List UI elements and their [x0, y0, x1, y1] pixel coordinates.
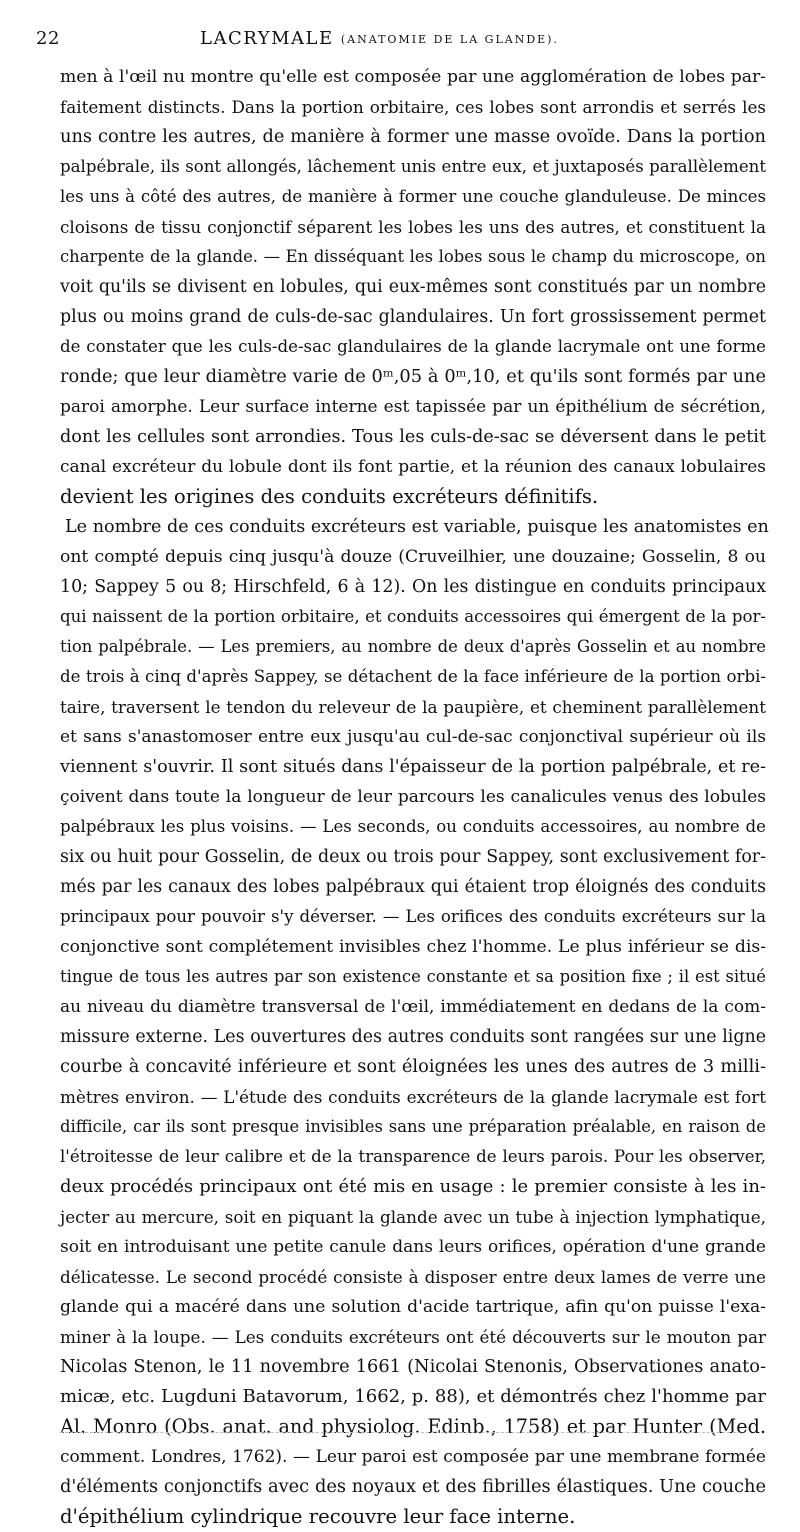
text-line: men à l'œil nu montre qu'elle est composée par une agglomération de lobes par- — [60, 67, 766, 87]
text-line: de constater que les culs-de-sac glandulaires de la glande lacrymale ont une forme — [60, 337, 766, 356]
text-line: les uns à côté des autres, de manière à former une couche glanduleuse. De minces — [60, 187, 766, 206]
text-line: difficile, car ils sont presque invisibles sans une préparation préalable, en raison de — [60, 1117, 766, 1136]
text-line: jecter au mercure, soit en piquant la glande avec un tube à injection lymphatique, — [60, 1207, 766, 1227]
text-line: palpébraux les plus voisins. — Les seconds, ou conduits accessoires, au nombre de — [60, 817, 766, 836]
text-line: d'épithélium cylindrique recouvre leur face interne. — [60, 1505, 576, 1528]
text-line: mètres environ. — L'étude des conduits excréteurs de la glande lacrymale est fort — [60, 1087, 766, 1107]
text-line: més par les canaux des lobes palpébraux qui étaient trop éloignés des conduits — [60, 877, 766, 897]
text-line: tingue de tous les autres par son existence constante et sa position fixe ; il est situé — [60, 967, 766, 986]
text-line: 10; Sappey 5 ou 8; Hirschfeld, 6 à 12). On les distingue en conduits principaux — [60, 577, 766, 597]
text-line: glande qui a macéré dans une solution d'acide tartrique, afin qu'on puisse l'exa- — [60, 1297, 766, 1317]
text-line: plus ou moins grand de culs-de-sac glandulaires. Un fort grossissement permet — [60, 307, 766, 327]
text-line: canal excréteur du lobule dont ils font partie, et la réunion des canaux lobulaires — [60, 457, 766, 477]
text-line: d'éléments conjonctifs avec des noyaux et des fibrilles élastiques. Une couche — [60, 1476, 766, 1497]
running-head-subtitle: (ANATOMIE DE LA GLANDE). — [340, 33, 559, 46]
text-line: délicatesse. Le second procédé consiste à disposer entre deux lames de verre une — [60, 1267, 766, 1287]
text-line: viennent s'ouvrir. Il sont situés dans l'épaisseur de la portion palpébrale, et re- — [60, 757, 766, 777]
text-line: çoivent dans toute la longueur de leur parcours les canalicules venus des lobules — [60, 787, 766, 807]
text-line: qui naissent de la portion orbitaire, et conduits accessoires qui émergent de la por- — [60, 607, 766, 626]
text-line: missure externe. Les ouvertures des autres conduits sont rangées sur une ligne — [60, 1027, 766, 1047]
text-line: et sans s'anastomoser entre eux jusqu'au cul-de-sac conjonctival supérieur où ils — [60, 727, 766, 747]
text-line: au niveau du diamètre transversal de l'œil, immédiatement en dedans de la com- — [60, 997, 766, 1017]
text-line: deux procédés principaux ont été mis en usage : le premier consiste à les in- — [60, 1176, 766, 1197]
text-line: dont les cellules sont arrondies. Tous les culs-de-sac se déversent dans le petit — [60, 427, 766, 447]
bottom-rule — [60, 1432, 740, 1433]
text-line: cloisons de tissu conjonctif séparent les lobes les uns des autres, et constituent la — [60, 217, 766, 237]
text-line: comment. Londres, 1762). — Leur paroi est composée par une membrane formée — [60, 1447, 766, 1467]
text-line: soit en introduisant une petite canule dans leurs orifices, opération d'une grande — [60, 1237, 766, 1257]
text-line: ronde; que leur diamètre varie de 0ᵐ,05 à 0ᵐ,10, et qu'ils sont formés par une — [60, 366, 766, 387]
text-line: charpente de la glande. — En disséquant les lobes sous le champ du microscope, on — [60, 247, 766, 266]
text-line: principaux pour pouvoir s'y déverser. — Les orifices des conduits excréteurs sur la — [60, 907, 766, 926]
text-line: Al. Monro (Obs. anat. and physiolog. Edinb., 1758) et par Hunter (Med. — [60, 1415, 766, 1438]
text-line: taire, traversent le tendon du releveur de la paupière, et cheminent parallèlement — [60, 697, 766, 717]
text-line: Le nombre de ces conduits excréteurs est variable, puisque les anatomistes en — [65, 517, 769, 537]
text-line: ont compté depuis cinq jusqu'à douze (Cruveilhier, une douzaine; Gosselin, 8 ou — [60, 547, 766, 567]
text-line: palpébrale, ils sont allongés, lâchement unis entre eux, et juxtaposés parallèlement — [60, 157, 766, 176]
text-line: uns contre les autres, de manière à former une masse ovoïde. Dans la portion — [60, 126, 766, 147]
text-line: de trois à cinq d'après Sappey, se détachent de la face inférieure de la portion orbi- — [60, 667, 766, 686]
text-line: courbe à concavité inférieure et sont éloignées les unes des autres de 3 milli- — [60, 1056, 766, 1077]
text-line: conjonctive sont complétement invisibles chez l'homme. Le plus inférieur se dis- — [60, 937, 766, 957]
text-line: miner à la loupe. — Les conduits excréteurs ont été découverts sur le mouton par — [60, 1327, 766, 1347]
running-head — [200, 28, 559, 49]
page-number: 22 — [36, 28, 60, 49]
body-text — [60, 62, 769, 1532]
text-line: voit qu'ils se divisent en lobules, qui eux-mêmes sont constitués par un nombre — [60, 277, 766, 297]
text-line: six ou huit pour Gosselin, de deux ou trois pour Sappey, sont exclusivement for- — [60, 847, 766, 867]
text-line: paroi amorphe. Leur surface interne est tapissée par un épithélium de sécrétion, — [60, 397, 766, 417]
page-header — [36, 28, 764, 54]
text-line: devient les origines des conduits excréteurs définitifs. — [60, 485, 599, 508]
text-line: micæ, etc. Lugduni Batavorum, 1662, p. 88), et démontrés chez l'homme par — [60, 1386, 766, 1407]
text-line: Nicolas Stenon, le 11 novembre 1661 (Nicolai Stenonis, Observationes anato- — [60, 1356, 766, 1377]
text-line: l'étroitesse de leur calibre et de la transparence de leurs parois. Pour les observer, — [60, 1147, 766, 1166]
text-line: tion palpébrale. — Les premiers, au nombre de deux d'après Gosselin et au nombre — [60, 637, 766, 656]
running-head-title: LACRYMALE — [200, 28, 334, 49]
text-line: faitement distincts. Dans la portion orbitaire, ces lobes sont arrondis et serrés les — [60, 97, 766, 117]
